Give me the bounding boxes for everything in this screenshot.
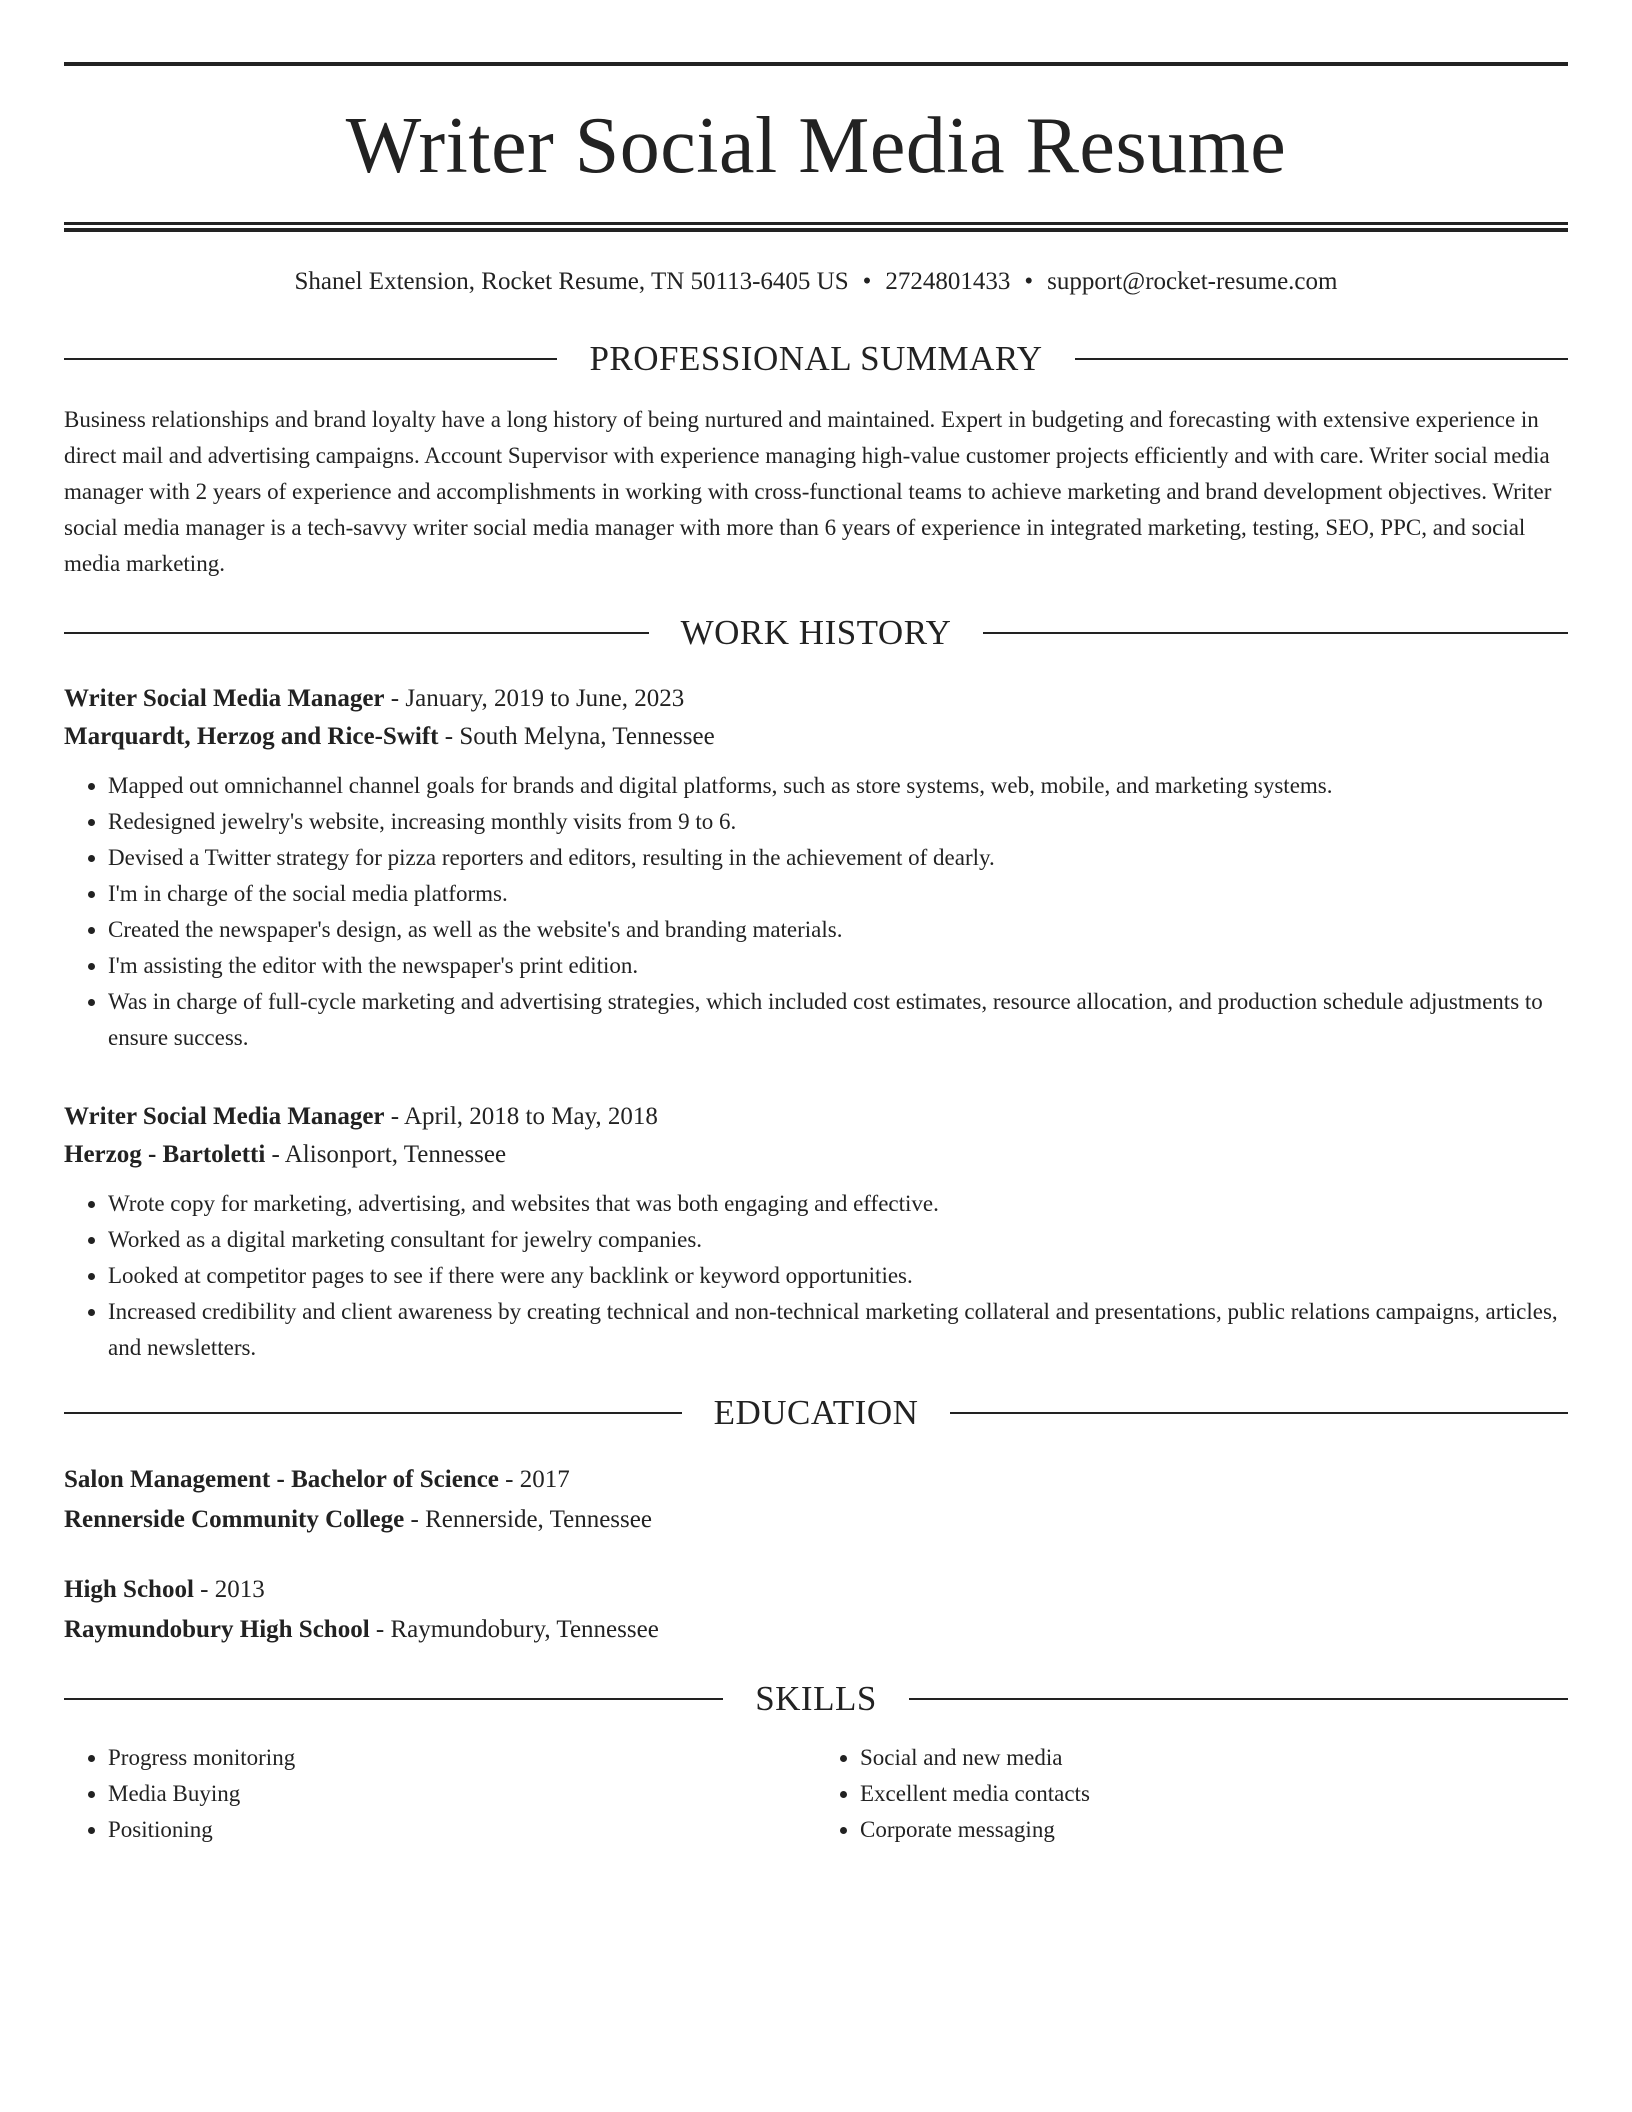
list-item: • Looked at competitor pages to see if there were any backlink or keyword opportunities. xyxy=(108,1258,1568,1294)
list-item: • Devised a Twitter strategy for pizza reporters and editors, resulting in the achievement of dearly. xyxy=(108,840,1568,876)
job-location: - South Melyna, Tennessee xyxy=(438,723,715,750)
contact-email: support@rocket-resume.com xyxy=(1047,268,1338,295)
list-item: • Mapped out omnichannel channel goals for brands and digital platforms, such as store systems, web, mobile, and marketing systems. xyxy=(108,768,1568,804)
contact-separator: • xyxy=(1024,268,1034,295)
section-title-summary: PROFESSIONAL SUMMARY xyxy=(589,339,1043,378)
education-year: - 2013 xyxy=(193,1576,265,1603)
job-entry xyxy=(64,680,1568,1056)
divider-line xyxy=(1075,358,1568,360)
job-title-line xyxy=(64,680,1568,718)
list-item: • I'm in charge of the social media platforms. xyxy=(108,876,1568,912)
title-double-rule xyxy=(64,222,1568,232)
contact-separator: • xyxy=(862,268,872,295)
summary-text: Business relationships and brand loyalty have a long history of being nurtured and maintained. Expert in budgeting and forecasting with extensive experience in direct mail and advertising campaigns. Account Supervisor with experience managing high-value customer projects efficiently and with care. Writer social media manager with 2 years of experience and accomplishments in working with cross-functional teams to achieve marketing and brand development objectives. Writer social media manager is a tech-savvy writer social media manager with more than 6 years of experience in integrated marketing, testing, SEO, PPC, and social media marketing. xyxy=(64,407,1552,576)
list-item: • Social and new media xyxy=(860,1740,1568,1776)
list-item: • Excellent media contacts xyxy=(860,1776,1568,1812)
section-header-work xyxy=(64,612,1568,654)
section-title-work: WORK HISTORY xyxy=(680,613,952,652)
list-item: • I'm assisting the editor with the newspaper's print edition. xyxy=(108,948,1568,984)
education-school-line xyxy=(64,1610,1568,1650)
job-dates: - April, 2018 to May, 2018 xyxy=(384,1103,658,1130)
education-entry xyxy=(64,1570,1568,1650)
list-item: • Corporate messaging xyxy=(860,1812,1568,1848)
divider-line xyxy=(64,1698,723,1700)
divider-line xyxy=(64,1412,682,1414)
job-title: Writer Social Media Manager xyxy=(64,685,385,712)
education-degree: High School xyxy=(64,1576,194,1603)
section-header-skills xyxy=(64,1678,1568,1720)
list-item: • Created the newspaper's design, as well as the website's and branding materials. xyxy=(108,912,1568,948)
list-item: • Was in charge of full-cycle marketing and advertising strategies, which included cost estimates, resource allocation, and production schedule adjustments to ensure success. xyxy=(108,984,1568,1056)
job-bullets xyxy=(64,1186,1568,1366)
section-title-education: EDUCATION xyxy=(713,1393,919,1432)
education-degree: Salon Management - Bachelor of Science xyxy=(64,1466,499,1493)
top-rule xyxy=(64,62,1568,66)
contact-phone: 2724801433 xyxy=(885,268,1011,295)
job-entry xyxy=(64,1098,1568,1366)
section-header-education xyxy=(64,1392,1568,1434)
job-company-line xyxy=(64,1136,1568,1174)
list-item: • Positioning xyxy=(108,1812,816,1848)
section-header-summary xyxy=(64,338,1568,380)
education-year: - 2017 xyxy=(498,1466,570,1493)
job-dates: - January, 2019 to June, 2023 xyxy=(384,685,685,712)
education-degree-line xyxy=(64,1570,1568,1610)
list-item: • Redesigned jewelry's website, increasing monthly visits from 9 to 6. xyxy=(108,804,1568,840)
contact-line xyxy=(64,266,1568,298)
contact-address: Shanel Extension, Rocket Resume, TN 50113-6405 US xyxy=(294,268,849,295)
job-company: Marquardt, Herzog and Rice-Swift xyxy=(64,723,439,750)
skills-columns xyxy=(64,1740,1568,1848)
list-item: • Media Buying xyxy=(108,1776,816,1812)
list-item: • Increased credibility and client awareness by creating technical and non-technical marketing collateral and presentations, public relations campaigns, articles, and newsletters. xyxy=(108,1294,1568,1366)
job-title: Writer Social Media Manager xyxy=(64,1103,385,1130)
education-school: Rennerside Community College xyxy=(64,1506,405,1533)
divider-line xyxy=(64,358,557,360)
education-location: - Raymundobury, Tennessee xyxy=(369,1616,659,1643)
education-entry xyxy=(64,1460,1568,1540)
job-location: - Alisonport, Tennessee xyxy=(265,1141,507,1168)
divider-line xyxy=(983,632,1568,634)
education-location: - Rennerside, Tennessee xyxy=(404,1506,652,1533)
skills-list-left xyxy=(64,1740,816,1848)
job-title-line xyxy=(64,1098,1568,1136)
list-item: • Worked as a digital marketing consultant for jewelry companies. xyxy=(108,1222,1568,1258)
education-school: Raymundobury High School xyxy=(64,1616,370,1643)
job-company: Herzog - Bartoletti xyxy=(64,1141,266,1168)
divider-line xyxy=(64,632,649,634)
list-item: • Progress monitoring xyxy=(108,1740,816,1776)
divider-line xyxy=(909,1698,1568,1700)
list-item: • Wrote copy for marketing, advertising, and websites that was both engaging and effective. xyxy=(108,1186,1568,1222)
skills-list-right xyxy=(816,1740,1568,1848)
divider-line xyxy=(950,1412,1568,1414)
education-school-line xyxy=(64,1500,1568,1540)
job-company-line xyxy=(64,718,1568,756)
section-title-skills: SKILLS xyxy=(755,1679,877,1718)
job-bullets xyxy=(64,768,1568,1056)
resume-title: Writer Social Media Resume xyxy=(345,102,1287,190)
education-degree-line xyxy=(64,1460,1568,1500)
